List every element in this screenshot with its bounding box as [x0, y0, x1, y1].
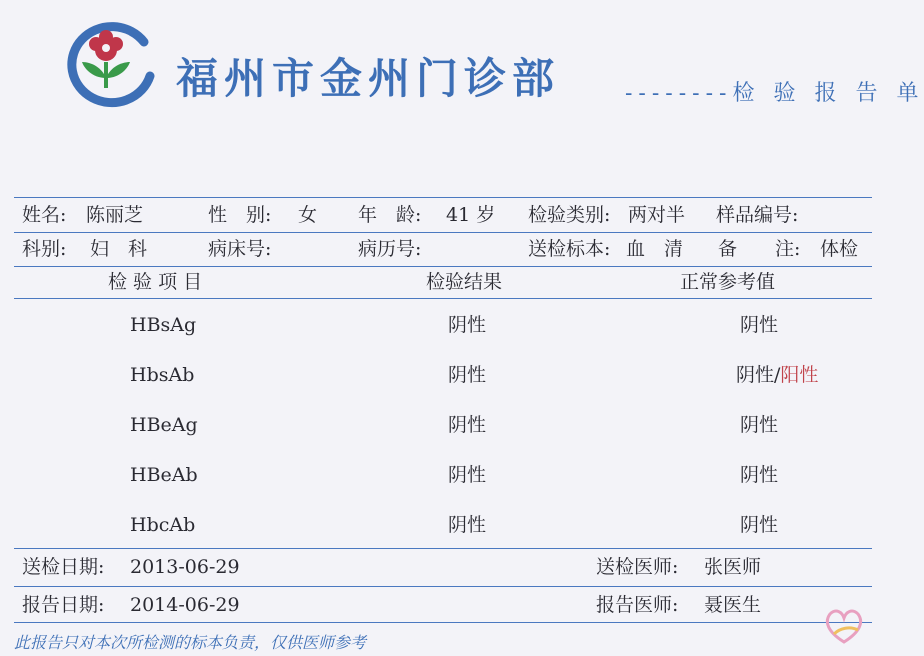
row-result: 阴性 [448, 464, 487, 486]
record-label: 病历号: [358, 238, 422, 260]
note-value: 体检 [820, 238, 859, 260]
row-item: HbcAb [130, 514, 196, 536]
divider-row2 [14, 266, 872, 267]
header-item: 检 验 项 目 [108, 271, 203, 293]
row-item: HBeAb [130, 464, 198, 486]
reference-normal: 阴性/ [736, 364, 781, 386]
row-item: HBeAg [130, 414, 198, 436]
row-item: HbsAb [130, 364, 195, 386]
specimen-value: 血 清 [626, 238, 684, 260]
bed-label: 病床号: [208, 238, 272, 260]
report-doctor-label: 报告医师: [596, 594, 679, 616]
submit-date-label: 送检日期: [22, 556, 105, 578]
row-result: 阴性 [448, 364, 487, 386]
sample-no-label: 样品编号: [716, 204, 799, 226]
row-reference: 阴性 [740, 414, 779, 436]
row-result: 阴性 [448, 314, 487, 336]
hospital-logo [58, 22, 156, 108]
heart-logo-icon [820, 604, 868, 646]
hospital-name: 福州市金州门诊部 [176, 54, 561, 103]
report-doctor-value: 聂医生 [704, 594, 762, 616]
divider-top [14, 197, 872, 198]
gender-value: 女 [298, 204, 318, 226]
dept-value: 妇 科 [90, 238, 148, 260]
row-reference: 阴性 [740, 514, 779, 536]
test-type-value: 两对半 [628, 204, 686, 226]
age-value: 41 岁 [446, 204, 496, 226]
divider-bottom [14, 622, 872, 623]
submit-doctor-label: 送检医师: [596, 556, 679, 578]
row-item: HBsAg [130, 314, 197, 336]
row-reference: 阴性 [740, 464, 779, 486]
test-type-label: 检验类别: [528, 204, 611, 226]
note-label: 备 注: [718, 238, 801, 260]
header-reference: 正常参考值 [680, 271, 776, 293]
row-result: 阴性 [448, 414, 487, 436]
report-title: --------检 验 报 告 单 [625, 81, 924, 106]
reference-positive: 阳性 [780, 364, 819, 386]
specimen-label: 送检标本: [528, 238, 611, 260]
dept-label: 科别: [22, 238, 67, 260]
report-date-label: 报告日期: [22, 594, 105, 616]
divider-row1 [14, 232, 872, 233]
row-result: 阴性 [448, 514, 487, 536]
submit-doctor-value: 张医师 [704, 556, 762, 578]
footer-disclaimer: 此报告只对本次所检测的标本负责，仅供医师参考 [14, 633, 367, 652]
name-label: 姓名: [22, 204, 67, 226]
logo-flower-icon [58, 22, 156, 108]
header-result: 检验结果 [426, 271, 503, 293]
name-value: 陈丽芝 [86, 204, 144, 226]
gender-label: 性 别: [208, 204, 272, 226]
divider-header [14, 298, 872, 299]
row-reference [736, 366, 818, 385]
divider-table-bottom [14, 548, 872, 549]
report-date-value: 2014-06-29 [130, 594, 240, 616]
row-reference: 阴性 [740, 314, 779, 336]
divider-dates [14, 586, 872, 587]
age-label: 年 龄: [358, 204, 422, 226]
submit-date-value: 2013-06-29 [130, 556, 240, 578]
